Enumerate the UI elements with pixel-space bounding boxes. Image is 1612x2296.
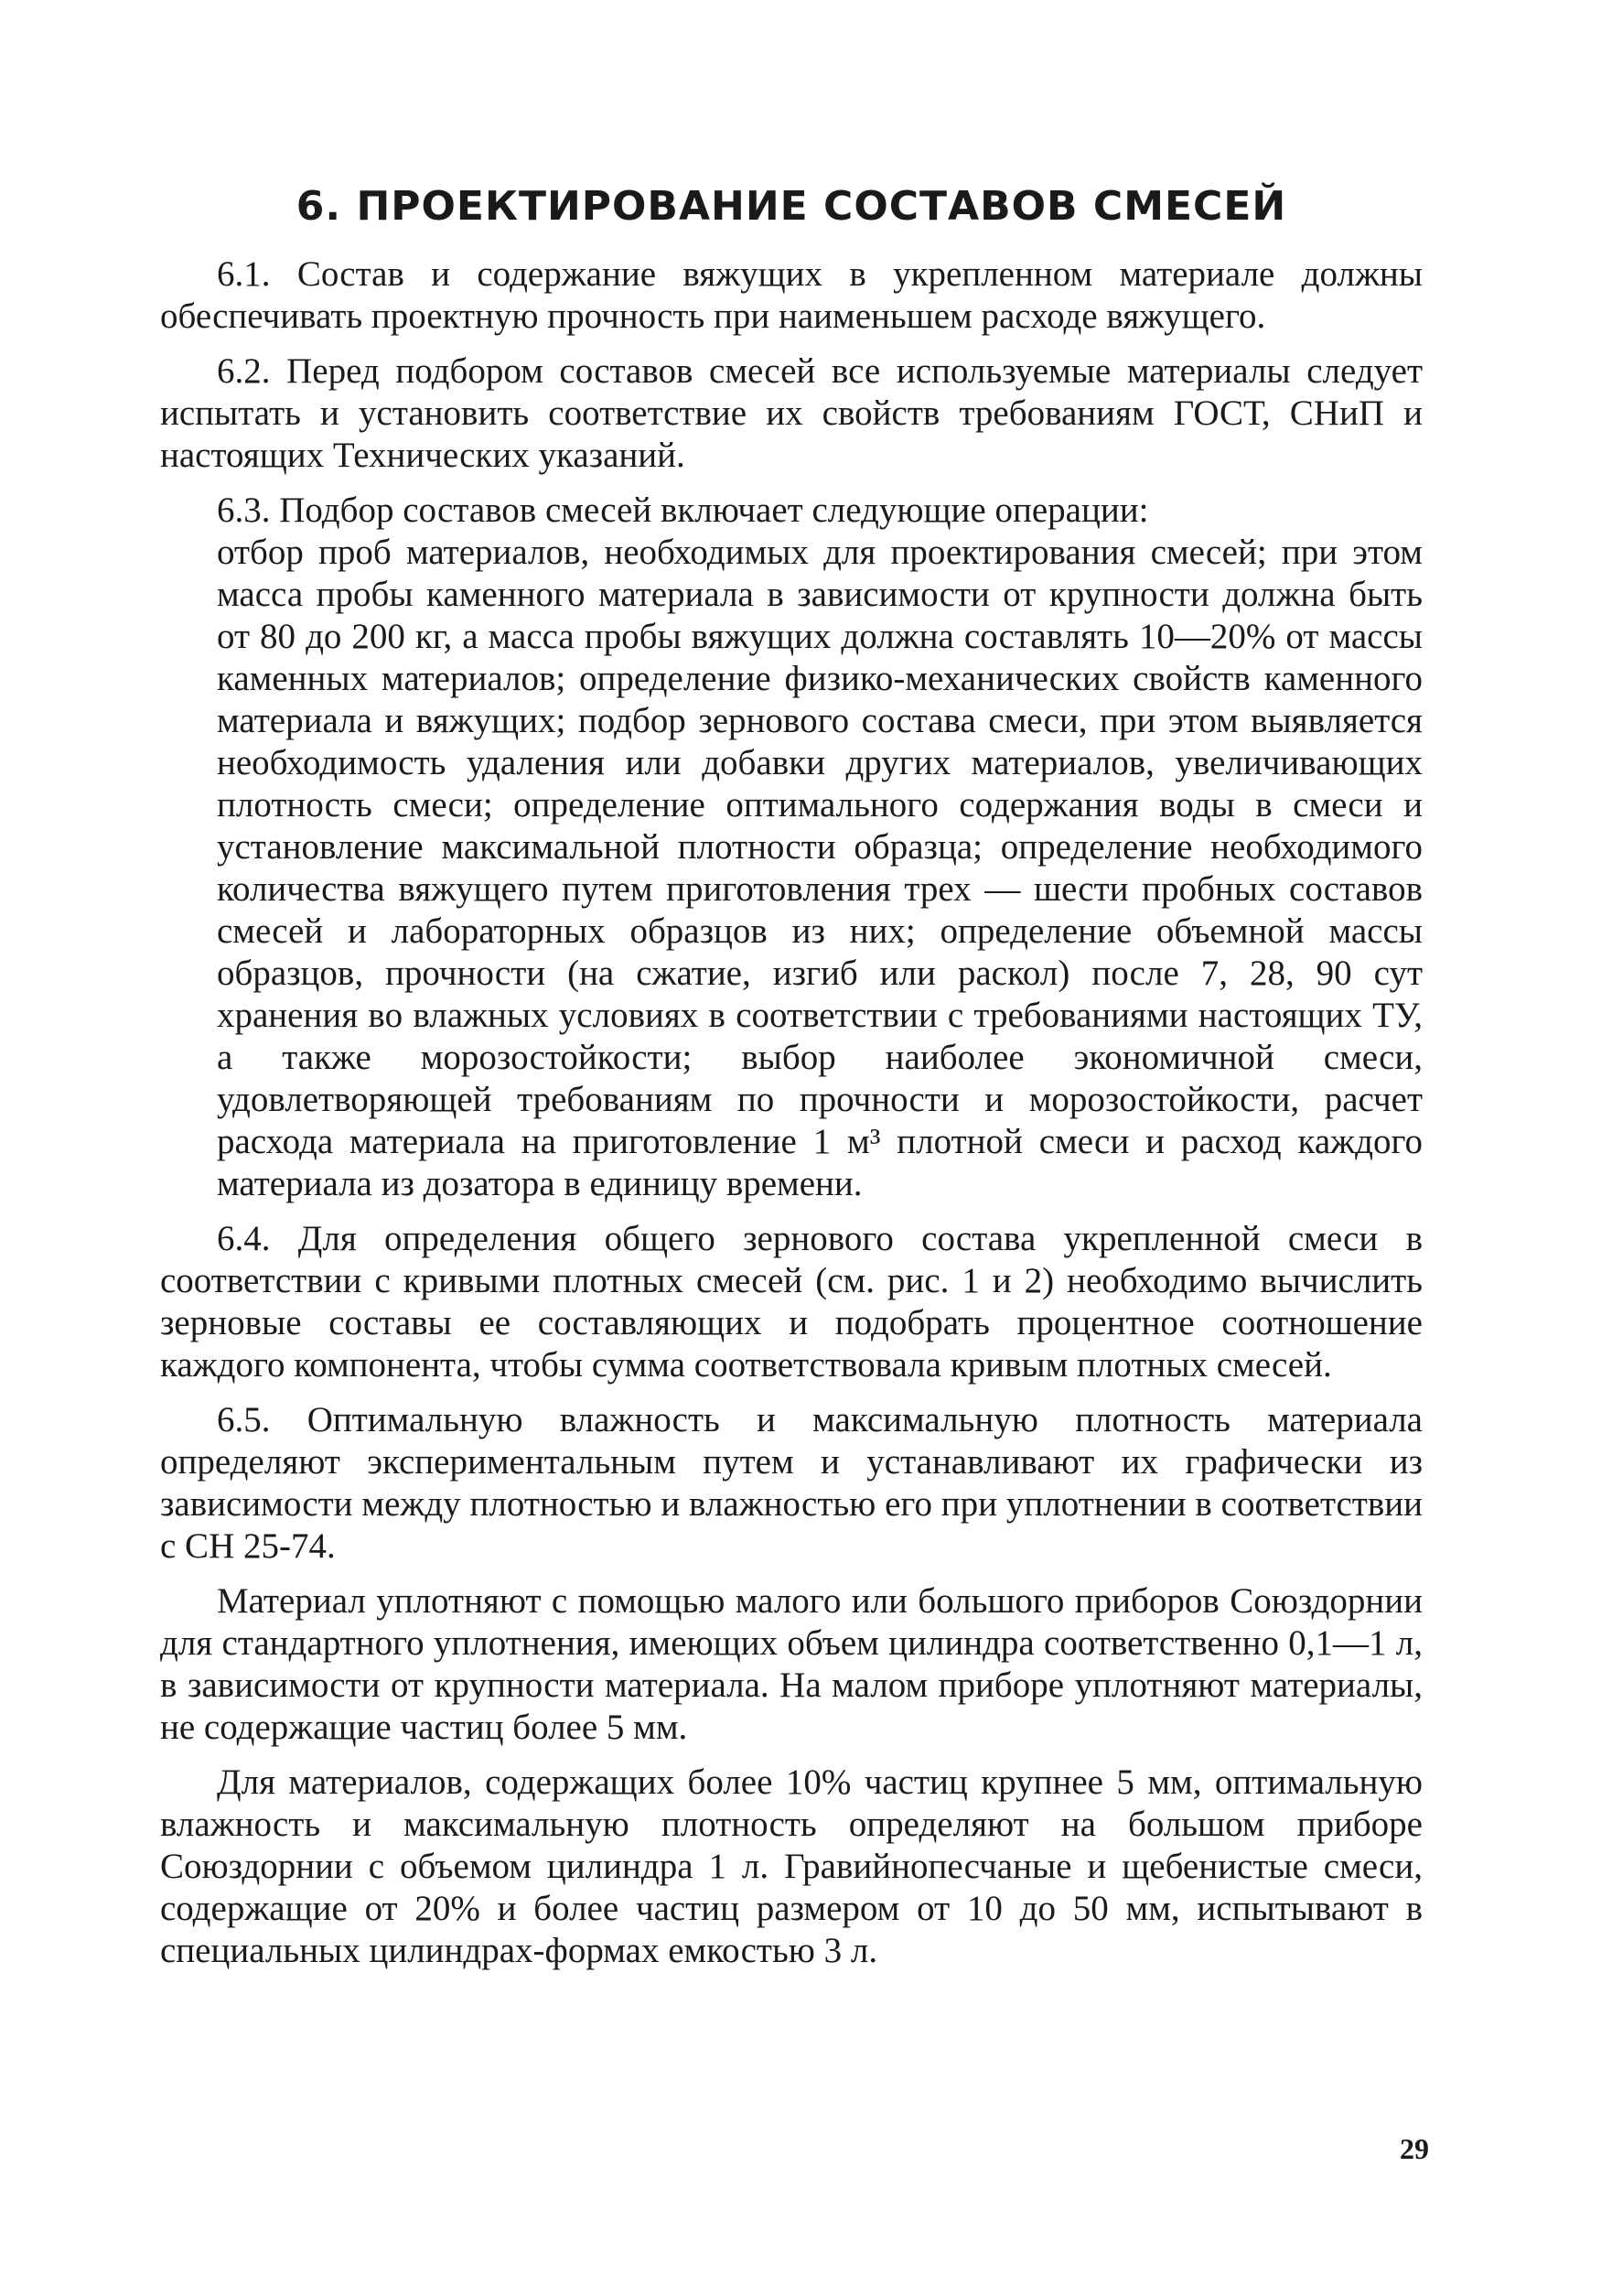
paragraph-compaction: Материал уплотняют с помощью малого или большого приборов Союздорнии для стандартного уплотнения, имеющих объем цилиндра соответственно 0,1—1 л, в зависимости от крупности материала. На малом приборе уплотняют материалы, не содержащие частиц более 5 мм. — [160, 1581, 1423, 1747]
paragraph-6-3-operations: отбор проб материалов, необходимых для проектирования смесей; при этом масса пробы каменного материала в зависимости от крупности должна быть от 80 до 200 кг, а масса пробы вяжущих должна составлять 10—20% от массы каменных материалов; определение физико-механических свойств каменного материала и вяжущих; подбор зернового состава смеси, при этом выявляется необходимость удаления или добавки других материалов, увеличивающих плотность смеси; определение оптимального содержания воды в смеси и установление максимальной плотности образца; определение необходимого количества вяжущего путем приготовления трех — шести пробных составов смесей и лабораторных образцов из них; определение объемной массы образцов, прочности (на сжатие, изгиб или раскол) после 7, 28, 90 сут хранения во влажных условиях в соответствии с требованиями настоящих ТУ, а также морозостойкости; выбор наиболее экономичной смеси, удовлетворяющей требованиям по прочности и морозостойкости, расчет расхода материала на приготовление 1 м³ плотной смеси и расход каждого материала из дозатора в единицу времени. — [217, 533, 1423, 1203]
paragraph-6-5: 6.5. Оптимальную влажность и максимальную плотность материала определяют экспериментальным путем и устанавливают их графически из зависимости между плотностью и влажностью его при уплотнении в соответствии с СН 25-74. — [160, 1400, 1423, 1566]
page-number: 29 — [1400, 2132, 1429, 2165]
paragraph-6-2: 6.2. Перед подбором составов смесей все используемые материалы следует испытать и установить соответствие их свойств требованиям ГОСТ, СНиП и настоящих Технических указаний. — [160, 351, 1423, 475]
paragraph-large-particles: Для материалов, содержащих более 10% частиц крупнее 5 мм, оптимальную влажность и максимальную плотность определяют на большом приборе Союздорнии с объемом цилиндра 1 л. Гравийнопесчаные и щебенистые смеси, содержащие от 20% и более частиц размером от 10 до 50 мм, испытывают в специальных цилиндрах-формах емкостью 3 л. — [160, 1762, 1423, 1970]
document-page — [160, 183, 1423, 1985]
section-heading: 6. ПРОЕКТИРОВАНИЕ СОСТАВОВ СМЕСЕЙ — [296, 183, 1287, 230]
paragraph-6-4: 6.4. Для определения общего зернового состава укрепленной смеси в соответствии с кривыми плотных смесей (см. рис. 1 и 2) необходимо вычислить зерновые составы ее составляющих и подобрать процентное соотношение каждого компонента, чтобы сумма соответствовала кривым плотных смесей. — [160, 1219, 1423, 1385]
paragraph-6-1: 6.1. Состав и содержание вяжущих в укрепленном материале должны обеспечивать проектную прочность при наименьшем расходе вяжущего. — [160, 254, 1423, 336]
paragraph-6-3-intro: 6.3. Подбор составов смесей включает следующие операции: — [217, 490, 1149, 530]
